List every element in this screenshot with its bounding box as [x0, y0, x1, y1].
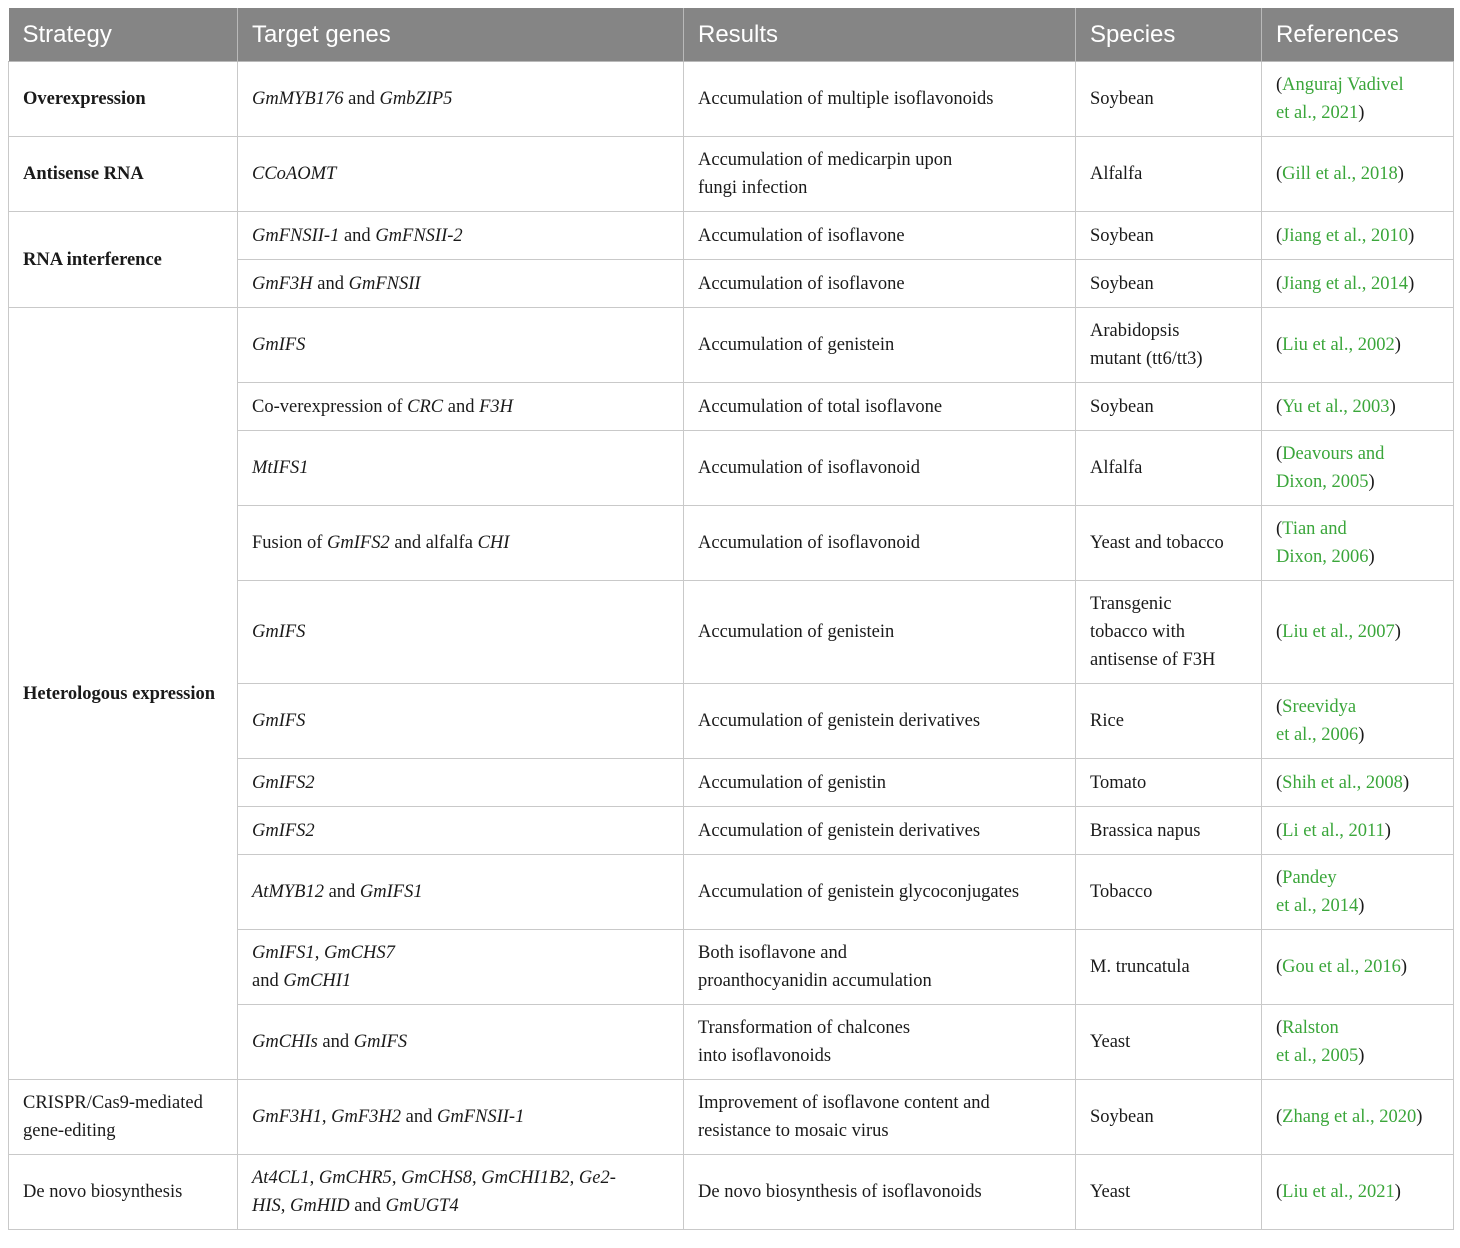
genes-cell: AtMYB12 and GmIFS1 [238, 855, 684, 930]
genes-cell: GmF3H1, GmF3H2 and GmFNSII-1 [238, 1080, 684, 1155]
result-cell: Accumulation of isoflavone [684, 260, 1076, 308]
genes-cell: GmIFS [238, 684, 684, 759]
header-strategy: Strategy [9, 8, 238, 62]
genes-cell: GmIFS [238, 581, 684, 684]
result-cell: De novo biosynthesis of isoflavonoids [684, 1155, 1076, 1230]
species-cell: Rice [1076, 684, 1262, 759]
genes-cell: GmIFS1, GmCHS7 and GmCHI1 [238, 930, 684, 1005]
reference-cell: (Jiang et al., 2014) [1262, 260, 1454, 308]
reference-cell: (Gill et al., 2018) [1262, 137, 1454, 212]
species-cell: Soybean [1076, 62, 1262, 137]
strategy-cell: De novo biosynthesis [9, 1155, 238, 1230]
result-cell: Accumulation of isoflavone [684, 212, 1076, 260]
table-row [9, 212, 1454, 260]
species-cell: Transgenic tobacco with antisense of F3H [1076, 581, 1262, 684]
strategy-cell: CRISPR/Cas9-mediated gene-editing [9, 1080, 238, 1155]
genes-cell: GmFNSII-1 and GmFNSII-2 [238, 212, 684, 260]
genes-cell: GmIFS2 [238, 759, 684, 807]
reference-cell: (Jiang et al., 2010) [1262, 212, 1454, 260]
result-cell: Accumulation of genistin [684, 759, 1076, 807]
result-cell: Accumulation of medicarpin upon fungi infection [684, 137, 1076, 212]
result-cell: Accumulation of isoflavonoid [684, 431, 1076, 506]
reference-link[interactable]: Shih et al., 2008 [1282, 772, 1403, 793]
reference-cell: (Liu et al., 2002) [1262, 308, 1454, 383]
species-cell: Soybean [1076, 260, 1262, 308]
species-cell: Soybean [1076, 383, 1262, 431]
reference-link[interactable]: Li et al., 2011 [1282, 820, 1385, 841]
reference-link[interactable]: Liu et al., 2002 [1282, 335, 1395, 355]
species-cell: Tomato [1076, 759, 1262, 807]
species-cell: Alfalfa [1076, 137, 1262, 212]
reference-cell: (Liu et al., 2007) [1262, 581, 1454, 684]
species-cell: Tobacco [1076, 855, 1262, 930]
genes-cell: GmIFS2 [238, 807, 684, 855]
reference-link[interactable]: Liu et al., 2021 [1282, 1182, 1395, 1202]
table-row [9, 62, 1454, 137]
header-row [9, 8, 1454, 62]
result-cell: Improvement of isoflavone content and resistance to mosaic virus [684, 1080, 1076, 1155]
result-cell: Accumulation of genistein glycoconjugates [684, 855, 1076, 930]
table-row [9, 137, 1454, 212]
reference-link[interactable]: Gill et al., 2018 [1282, 164, 1398, 184]
result-cell: Accumulation of genistein derivatives [684, 684, 1076, 759]
reference-link[interactable]: Gou et al., 2016 [1282, 957, 1401, 977]
reference-cell: (Tian and Dixon, 2006) [1262, 506, 1454, 581]
genes-cell: GmIFS [238, 308, 684, 383]
strategy-cell: Heterologous expression [9, 308, 238, 1080]
result-cell: Accumulation of genistein derivatives [684, 807, 1076, 855]
genes-cell: GmF3H and GmFNSII [238, 260, 684, 308]
data-table [8, 8, 1454, 1230]
reference-link[interactable]: Tian and [1282, 519, 1347, 539]
genes-cell: Fusion of GmIFS2 and alfalfa CHI [238, 506, 684, 581]
header-results: Results [684, 8, 1076, 62]
reference-link[interactable]: Sreevidya [1282, 697, 1357, 717]
table-row [9, 1155, 1454, 1230]
reference-cell: (Liu et al., 2021) [1262, 1155, 1454, 1230]
reference-cell: (Pandey et al., 2014) [1262, 855, 1454, 930]
reference-link[interactable]: Anguraj Vadivel [1282, 75, 1404, 95]
species-cell: Brassica napus [1076, 807, 1262, 855]
reference-link[interactable]: Yu et al., 2003 [1282, 396, 1390, 417]
species-cell: M. truncatula [1076, 930, 1262, 1005]
result-cell: Accumulation of total isoflavone [684, 383, 1076, 431]
species-cell: Soybean [1076, 1080, 1262, 1155]
species-cell: Arabidopsis mutant (tt6/tt3) [1076, 308, 1262, 383]
reference-cell: (Li et al., 2011) [1262, 807, 1454, 855]
header-references: References [1262, 8, 1454, 62]
result-cell: Accumulation of multiple isoflavonoids [684, 62, 1076, 137]
reference-link[interactable]: Jiang et al., 2014 [1282, 273, 1409, 294]
reference-cell: (Gou et al., 2016) [1262, 930, 1454, 1005]
reference-link[interactable]: Zhang et al., 2020 [1282, 1107, 1417, 1127]
reference-link[interactable]: Jiang et al., 2010 [1282, 225, 1409, 246]
genes-cell: CCoAOMT [238, 137, 684, 212]
table-row [9, 308, 1454, 383]
result-cell: Accumulation of genistein [684, 581, 1076, 684]
genes-cell: At4CL1, GmCHR5, GmCHS8, GmCHI1B2, Ge2- HIS, GmHID and GmUGT4 [238, 1155, 684, 1230]
species-cell: Alfalfa [1076, 431, 1262, 506]
genes-cell: Co-verexpression of CRC and F3H [238, 383, 684, 431]
result-cell: Both isoflavone and proanthocyanidin accumulation [684, 930, 1076, 1005]
reference-cell: (Anguraj Vadivel et al., 2021) [1262, 62, 1454, 137]
reference-link[interactable]: Pandey [1282, 868, 1337, 888]
header-species: Species [1076, 8, 1262, 62]
strategy-cell: Antisense RNA [9, 137, 238, 212]
reference-cell: (Sreevidya et al., 2006) [1262, 684, 1454, 759]
reference-cell: (Ralston et al., 2005) [1262, 1005, 1454, 1080]
header-target-genes: Target genes [238, 8, 684, 62]
reference-cell: (Shih et al., 2008) [1262, 759, 1454, 807]
reference-link[interactable]: Deavours and [1282, 444, 1385, 464]
species-cell: Yeast and tobacco [1076, 506, 1262, 581]
genes-cell: GmCHIs and GmIFS [238, 1005, 684, 1080]
strategy-cell: Overexpression [9, 62, 238, 137]
genes-cell: GmMYB176 and GmbZIP5 [238, 62, 684, 137]
reference-cell: (Zhang et al., 2020) [1262, 1080, 1454, 1155]
species-cell: Yeast [1076, 1155, 1262, 1230]
reference-cell: (Yu et al., 2003) [1262, 383, 1454, 431]
table-row [9, 1080, 1454, 1155]
species-cell: Yeast [1076, 1005, 1262, 1080]
genes-cell: MtIFS1 [238, 431, 684, 506]
reference-link[interactable]: Ralston [1282, 1018, 1339, 1038]
result-cell: Accumulation of genistein [684, 308, 1076, 383]
strategy-cell: RNA interference [9, 212, 238, 308]
reference-cell: (Deavours and Dixon, 2005) [1262, 431, 1454, 506]
species-cell: Soybean [1076, 212, 1262, 260]
result-cell: Accumulation of isoflavonoid [684, 506, 1076, 581]
result-cell: Transformation of chalcones into isoflavonoids [684, 1005, 1076, 1080]
reference-link[interactable]: Liu et al., 2007 [1282, 622, 1395, 642]
